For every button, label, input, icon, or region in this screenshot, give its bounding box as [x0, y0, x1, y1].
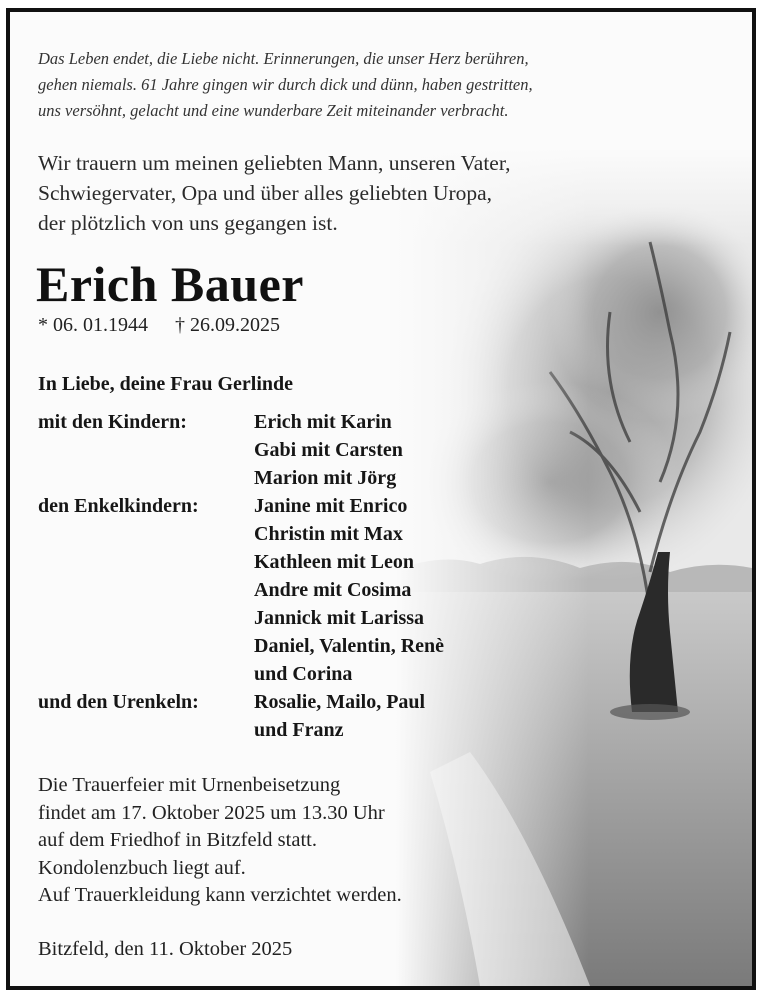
family-member: Kathleen mit Leon: [254, 551, 414, 573]
intro-line: Wir trauern um meinen geliebten Mann, unseren Vater,: [38, 151, 511, 175]
family-member: Daniel, Valentin, Renè: [254, 635, 445, 657]
family-member: Andre mit Cosima: [254, 579, 412, 601]
obituary-notice: [6, 8, 756, 990]
ceremony-line: Kondolenzbuch liegt auf.: [38, 856, 246, 879]
family-member: Janine mit Enrico: [254, 495, 408, 517]
family-member: Erich mit Karin: [254, 411, 392, 433]
poem-line: gehen niemals. 61 Jahre gingen wir durch dick und dünn, haben gestritten,: [38, 75, 533, 94]
family-lead: In Liebe, deine Frau Gerlinde: [38, 373, 293, 395]
family-group-names: [254, 688, 425, 744]
family-group-label: mit den Kindern:: [38, 411, 187, 433]
family-list: [38, 370, 444, 744]
family-member: und Franz: [254, 719, 344, 741]
intro-line: Schwiegervater, Opa und über alles geliebten Uropa,: [38, 181, 493, 205]
family-member: Christin mit Max: [254, 523, 403, 545]
deceased-name: Erich Bauer: [36, 256, 304, 312]
family-group-great-grandchildren: [38, 688, 444, 744]
family-member: Gabi mit Carsten: [254, 439, 403, 461]
ceremony-line: Die Trauerfeier mit Urnenbeisetzung: [38, 774, 341, 796]
place-date-line: Bitzfeld, den 11. Oktober 2025: [38, 938, 293, 960]
intro-line: der plötzlich von uns gegangen ist.: [38, 211, 338, 235]
family-group-label: und den Urenkeln:: [38, 691, 199, 713]
family-group-children: [38, 408, 444, 492]
poem-line: Das Leben endet, die Liebe nicht. Erinnerungen, die unser Herz berühren,: [38, 49, 529, 68]
family-group-label: den Enkelkindern:: [38, 495, 199, 517]
intro-text: [38, 148, 511, 238]
poem-line: uns versöhnt, gelacht und eine wunderbare Zeit miteinander verbracht.: [38, 101, 509, 120]
death-date: † 26.09.2025: [175, 314, 280, 336]
family-member: Rosalie, Mailo, Paul: [254, 691, 426, 713]
life-dates: [38, 314, 280, 337]
poem: [38, 46, 738, 124]
ceremony-line: findet am 17. Oktober 2025 um 13.30 Uhr: [38, 801, 385, 824]
ceremony-line: Auf Trauerkleidung kann verzichtet werden.: [38, 884, 402, 906]
family-group-grandchildren: [38, 492, 444, 688]
ceremony-line: auf dem Friedhof in Bitzfeld statt.: [38, 829, 317, 851]
ceremony-info: [38, 772, 402, 910]
birth-date: * 06. 01.1944: [38, 314, 148, 336]
family-member: und Corina: [254, 663, 353, 685]
family-group-names: [254, 408, 403, 492]
notice-content: [34, 12, 752, 986]
family-member: Jannick mit Larissa: [254, 607, 425, 629]
family-member: Marion mit Jörg: [254, 467, 397, 489]
family-group-names: [254, 492, 444, 688]
